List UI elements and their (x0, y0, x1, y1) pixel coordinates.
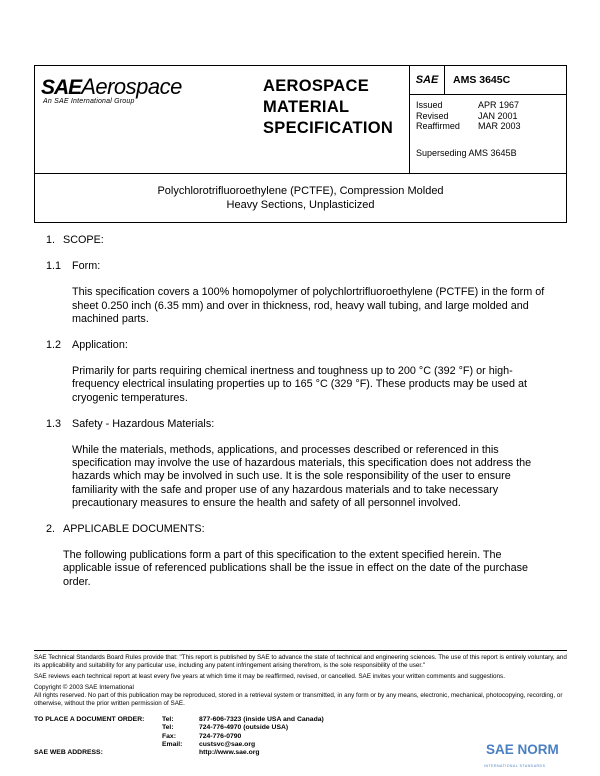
brand-norm-text: SAE NORM (486, 742, 559, 757)
subtitle-line-2: Heavy Sections, Unplasticized (226, 199, 375, 211)
web-address-link[interactable]: http://www.sae.org (199, 749, 260, 757)
title-line-1: AEROSPACE (263, 77, 369, 95)
contact-email[interactable]: custsvc@sae.org (199, 740, 256, 748)
section-title: SCOPE: (63, 234, 104, 246)
date-table (416, 100, 521, 132)
date-label: Revised (416, 110, 449, 121)
section-paragraph: This specification covers a 100% homopolymer of polychlortrifluoroethylene (PCTFE) in the form of sheet 0.250 inch (6.35 mm) and over in thickness, rod, heavy wall tubing, and large molded and machined parts. (72, 286, 545, 325)
document-subtitle (34, 174, 567, 223)
contact-key: Email: (162, 740, 183, 748)
sae-aerospace-logo (35, 66, 257, 173)
section-number: 1.1 (46, 260, 62, 273)
section-paragraph: While the materials, methods, applications, and processes described or referenced in this specification may involve the use of hazardous materials, this specification does not address the hazards which may be involved in such use. It is the sole responsibility of the user to ensure familiarity with the safe and proper use of any hazardous materials and to take necessary precautionary measures to ensure the health and safety of all personnel involved. (72, 444, 532, 509)
order-contact-info (34, 716, 324, 757)
contact-value: 724-776-0790 (199, 732, 242, 740)
doc-number: AMS 3645C (453, 74, 511, 86)
section-number: 1.3 (46, 417, 62, 430)
footer-review-text: SAE reviews each technical report at least every five years at which time it may be reaffirmed, revised, or cancelled. SAE invites your written comments and suggestions. (34, 673, 505, 680)
logo-sae-text: SAE (41, 76, 82, 99)
superseding-note: Superseding AMS 3645B (416, 148, 517, 158)
document-header (34, 65, 567, 174)
web-label: SAE WEB ADDRESS: (34, 749, 103, 757)
section-paragraph: The following publications form a part of this specification to the extent specified herein. The applicable issue of referenced publications shall be the issue in effect on the date of the purchase order. (63, 549, 528, 588)
section-number: 2. (46, 523, 56, 536)
footer-copyright: Copyright © 2003 SAE International (34, 684, 134, 691)
footer-divider (34, 650, 567, 651)
contact-value: 877-606-7323 (inside USA and Canada) (199, 716, 324, 723)
legal-footer (34, 654, 567, 711)
order-label: TO PLACE A DOCUMENT ORDER: (34, 716, 145, 723)
title-line-3: SPECIFICATION (263, 119, 394, 137)
date-value: JAN 2001 (478, 110, 518, 121)
section-heading-2 (46, 523, 546, 536)
date-value: APR 1967 (478, 100, 520, 110)
section-title: Form: (72, 260, 101, 273)
section-heading-1 (46, 234, 546, 247)
contact-value: 724-776-4970 (outside USA) (199, 724, 289, 732)
logo-tagline: An SAE International Group (43, 98, 135, 105)
subtitle-line-1: Polychlorotrifluoroethylene (PCTFE), Compression Molded (157, 185, 444, 197)
date-value: MAR 2003 (478, 121, 521, 131)
document-info-panel (409, 66, 566, 173)
footer-rules-text: SAE Technical Standards Board Rules provide that: "This report is published by SAE to advance the state of technical and engineering sciences. The use of this report is entirely voluntary, and its applicability and suitability for any particular use, including any patent infringement arising therefrom, is the sole responsibility of the user." (34, 654, 567, 669)
contact-key: Tel: (162, 716, 174, 723)
section-number: 1.2 (46, 339, 62, 352)
footer-rights-text: All rights reserved. No part of this publication may be reproduced, stored in a retrieval system or transmitted, in any form or by any means, electronic, mechanical, photocopying, recording, or otherwise, without the prior written permission of SAE. (34, 692, 563, 707)
section-heading-1-2 (46, 339, 546, 352)
brand-tagline: INTERNATIONAL STANDARDS (484, 764, 546, 768)
section-heading-1-3 (46, 418, 546, 431)
section-title: APPLICABLE DOCUMENTS: (63, 523, 205, 536)
sae-mark: SAE (410, 66, 445, 94)
document-type-title (257, 66, 409, 173)
contact-key: Fax: (162, 732, 176, 740)
date-label: Reaffirmed (416, 121, 460, 131)
section-title: Application: (72, 339, 128, 352)
title-line-2: MATERIAL (263, 98, 350, 116)
section-title: Safety - Hazardous Materials: (72, 417, 215, 430)
section-number: 1. (46, 234, 56, 246)
section-heading-1-1 (46, 260, 546, 273)
contact-key: Tel: (162, 724, 174, 732)
document-body (46, 234, 546, 589)
section-paragraph: Primarily for parts requiring chemical inertness and toughness up to 200 °C (392 °F) or high-frequency electrical insulating properties up to 165 °C (329 °F). These products may be used at cryogenic temperatures. (72, 365, 527, 404)
date-label: Issued (416, 100, 443, 110)
sae-norm-watermark-logo (482, 742, 559, 757)
logo-aerospace-text: Aerospace (81, 74, 182, 99)
